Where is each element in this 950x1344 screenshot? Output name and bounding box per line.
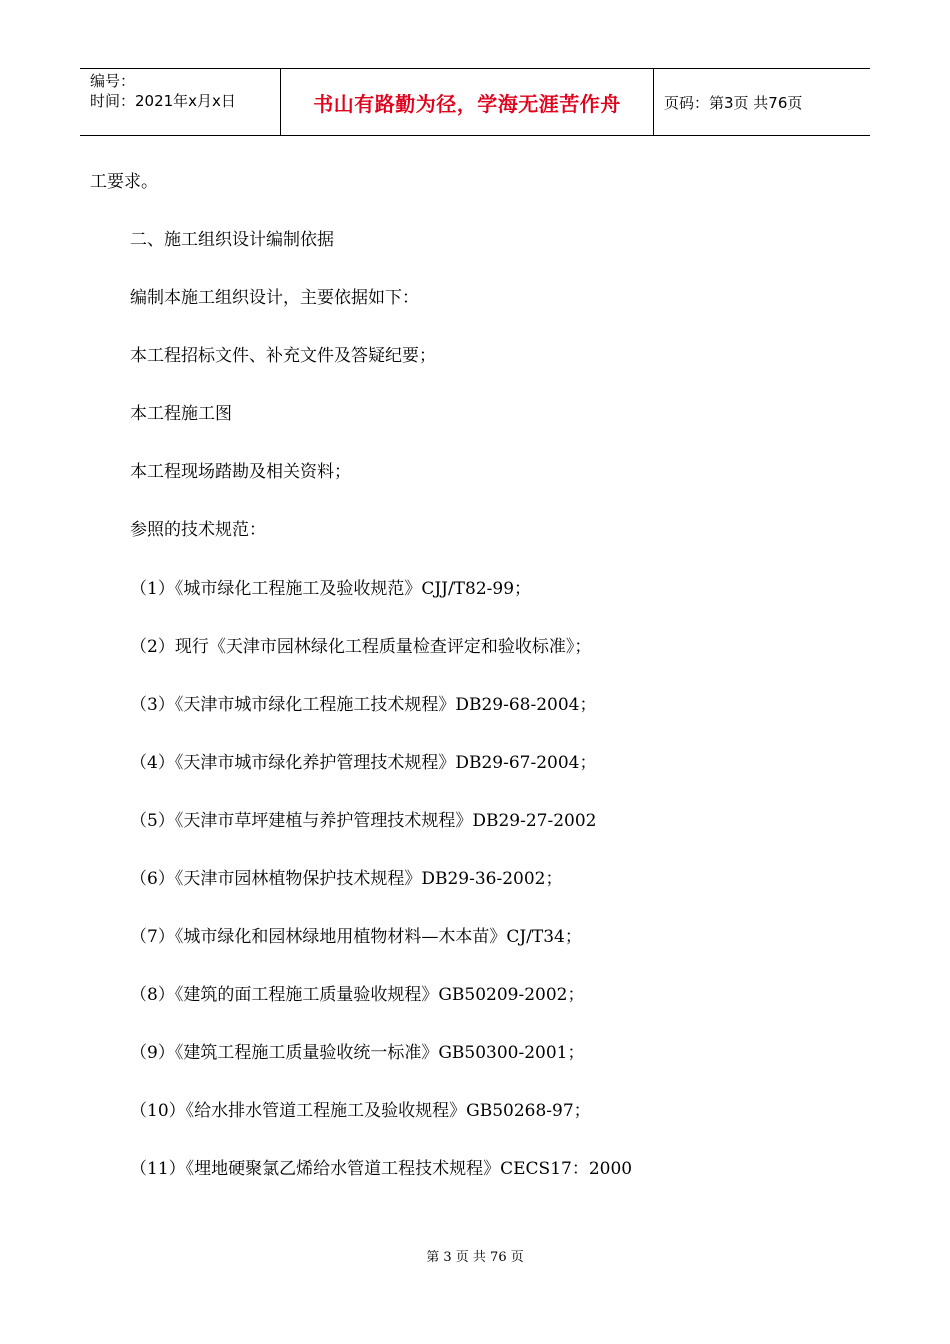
page-footer: 第 3 页 共 76 页	[426, 1250, 524, 1265]
list-item: （3）《天津市城市绿化工程施工技术规程》DB29-68-2004；	[130, 695, 597, 715]
list-item: （9）《建筑工程施工质量验收统一标准》GB50300-2001；	[130, 1043, 585, 1063]
paragraph-line: 本工程施工图	[130, 404, 232, 424]
page-info-text: 页码：第3页 共76页	[664, 93, 803, 112]
list-item: （5）《天津市草坪建植与养护管理技术规程》DB29-27-2002	[130, 811, 597, 831]
list-item: （10）《给水排水管道工程施工及验收规程》GB50268-97；	[130, 1101, 591, 1121]
date-line: 时间：2021年x月x日	[90, 92, 236, 110]
list-item: （11）《埋地硬聚氯乙烯给水管道工程技术规程》CECS17：2000	[130, 1159, 633, 1179]
serial-label: 编号：	[90, 72, 136, 90]
list-item: （2）现行《天津市园林绿化工程质量检查评定和验收标准》；	[130, 637, 592, 657]
page-header	[80, 68, 870, 136]
header-page-info	[654, 69, 870, 135]
header-motto	[281, 69, 654, 135]
list-item: （8）《建筑的面工程施工质量验收规程》GB50209-2002；	[130, 985, 585, 1005]
motto-text: 书山有路勤为径，学海无涯苦作舟	[313, 91, 621, 116]
paragraph-line: 编制本施工组织设计，主要依据如下：	[130, 288, 419, 308]
paragraph-line: 参照的技术规范：	[130, 520, 266, 540]
list-item: （6）《天津市园林植物保护技术规程》DB29-36-2002；	[130, 869, 563, 889]
header-meta	[80, 69, 281, 135]
paragraph-line: 工要求。	[90, 172, 158, 192]
list-item: （1）《城市绿化工程施工及验收规范》CJJ/T82-99；	[130, 579, 532, 599]
section-heading: 二、施工组织设计编制依据	[130, 230, 334, 250]
paragraph-line: 本工程招标文件、补充文件及答疑纪要；	[130, 346, 436, 366]
paragraph-line: 本工程现场踏勘及相关资料；	[130, 462, 351, 482]
list-item: （4）《天津市城市绿化养护管理技术规程》DB29-67-2004；	[130, 753, 597, 773]
list-item: （7）《城市绿化和园林绿地用植物材料—木本苗》CJ/T34；	[130, 927, 582, 947]
